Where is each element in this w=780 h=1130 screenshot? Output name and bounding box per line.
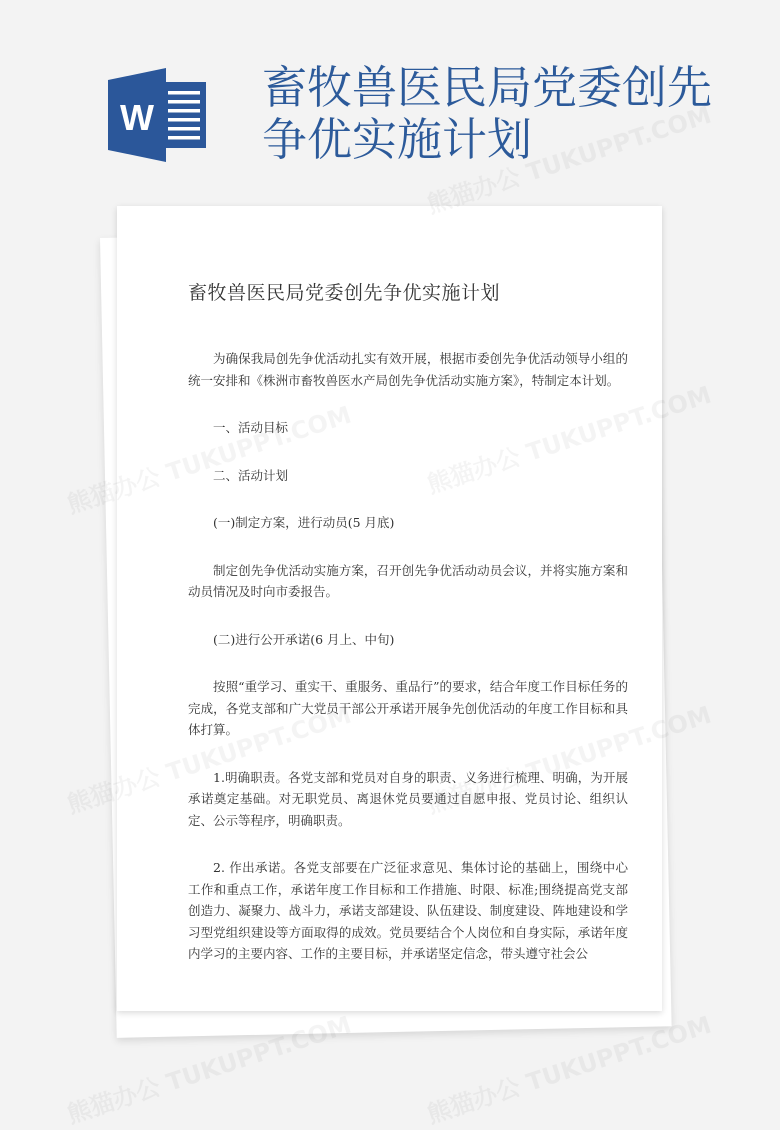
word-document-icon [108,68,208,162]
banner-title: 畜牧兽医民局党委创先争优实施计划 [262,61,713,166]
subheading-plan-2: (二)进行公开承诺(6 月上、中旬) [213,631,395,647]
heading-activity-goal: 一、活动目标 [213,420,289,435]
subheading-plan-1: (一)制定方案，进行动员(5 月底) [213,515,395,530]
paragraph-item-2: 2. 作出承诺。各党支部要在广泛征求意见、集体讨论的基础上，围绕中心工作和重点工作，承诺年度工作目标和工作措施、时限、标准;围绕提高党支部创造力、凝聚力、战斗力，承诺支部建设、队伍建设、制度建设、阵地建设和学习型党组织建设等方面取得的成效。党员要结合个人岗位和自身实际，承诺年度内学习的主要内容、工作的主要目标，并承诺坚定信念，带头遵守社会公 [188,860,628,961]
paragraph-item-1: 1.明确职责。各党支部和党员对自身的职责、义务进行梳理、明确，为开展承诺奠定基础。对无职党员、离退休党员要通过自愿申报、党员讨论、组织认定、公示等程序，明确职责。 [188,769,628,828]
paragraph-plan-1: 制定创先争优活动实施方案，召开创先争优活动动员会议，并将实施方案和动员情况及时向市委报告。 [188,562,628,599]
document-title: 畜牧兽医民局党委创先争优实施计划 [188,282,501,304]
paragraph-intro: 为确保我局创先争优活动扎实有效开展，根据市委创先争优活动领导小组的统一安排和《株洲市畜牧兽医水产局创先争优活动实施方案》，特制定本计划。 [188,351,628,388]
paragraph-plan-2: 按照“重学习、重实干、重服务、重品行”的要求，结合年度工作目标任务的完成，各党支部和广大党员干部公开承诺开展争先创优活动的年度工作目标和具体打算。 [188,679,628,737]
document-page [117,206,662,1011]
svg-text:W: W [120,97,154,138]
document-body [188,348,628,965]
banner [0,0,780,200]
heading-activity-plan: 二、活动计划 [213,467,289,483]
